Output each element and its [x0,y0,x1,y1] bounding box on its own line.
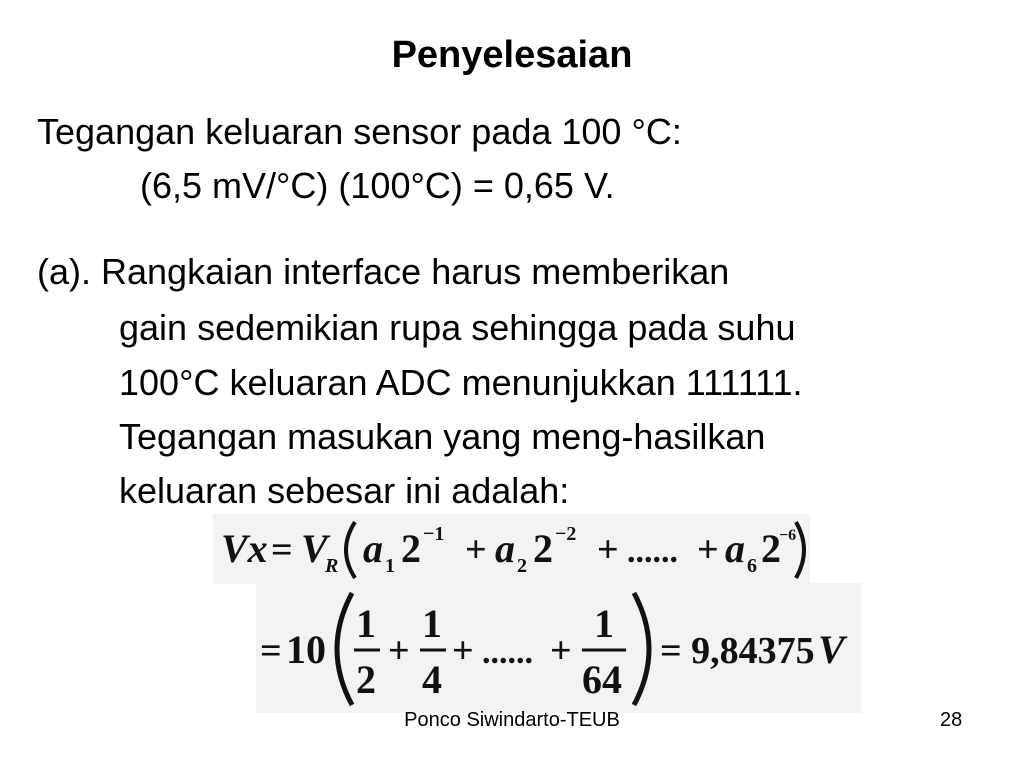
formula-lhs: Vx [221,526,268,571]
formula-frac3-num: 1 [594,601,614,646]
formula-two-2: 2 [533,526,553,571]
text-line-part-a-5: keluaran sebesar ini adalah: [119,470,570,511]
formula-plus-1: + [465,529,487,571]
formula-eval-plus-1: + [388,630,410,672]
footer-author: Ponco Siwindarto-TEUB [404,709,620,731]
text-line-part-a-3: 100°C keluaran ADC menunjukkan 111111. [119,362,803,403]
formula-a6-sub: 6 [747,555,757,577]
formula-eval-left-paren [337,593,352,705]
formula-eval-dots: ...... [482,634,533,671]
formula-a2-sub: 2 [517,555,527,577]
page-number: 28 [940,709,963,731]
formula-frac2-den: 4 [422,657,442,702]
formula-eval-unit: V [818,627,845,672]
formula-eval-result: = 9,84375 [660,630,815,672]
formula-eval-equals: = [260,630,282,672]
slide-title: Penyelesaian [391,34,633,76]
formula-evaluation-svg [256,583,861,713]
formula-dots: ...... [627,533,678,570]
text-line-part-a-2: gain sedemikian rupa sehingga pada suhu [119,307,796,348]
formula-evaluation [256,583,861,713]
formula-eval-ten: 10 [286,627,326,672]
formula-vr-sub: R [325,555,339,577]
formula-exp-6: −6 [779,527,797,544]
formula-equals: = [271,529,293,571]
formula-exp-2: −2 [555,523,577,545]
formula-eval-right-paren [634,593,649,705]
formula-a1: a [363,526,383,571]
formula-a2: a [495,526,515,571]
formula-a1-sub: 1 [385,555,395,577]
formula-two-1: 2 [401,526,421,571]
formula-general [213,514,810,584]
formula-plus-3: + [697,529,719,571]
formula-frac3-den: 64 [582,657,622,702]
formula-frac1-den: 2 [356,657,376,702]
text-line-calculation: (6,5 mV/°C) (100°C) = 0,65 V. [140,165,615,206]
formula-eval-plus-2: + [452,630,474,672]
formula-exp-1: −1 [423,523,445,545]
formula-two-6: 2 [761,526,781,571]
formula-vr: V [301,526,328,571]
formula-left-paren [346,522,355,578]
text-line-sensor-output: Tegangan keluaran sensor pada 100 °C: [37,111,682,152]
formula-a6: a [725,526,745,571]
formula-frac2-num: 1 [422,601,442,646]
formula-frac1-num: 1 [356,601,376,646]
formula-right-paren [796,522,804,578]
formula-eval-plus-3: + [550,630,572,672]
text-line-part-a: (a). Rangkaian interface harus memberikan [37,251,730,292]
text-line-part-a-4: Tegangan masukan yang meng-hasilkan [119,416,766,457]
formula-general-svg [213,514,810,584]
formula-plus-2: + [597,529,619,571]
